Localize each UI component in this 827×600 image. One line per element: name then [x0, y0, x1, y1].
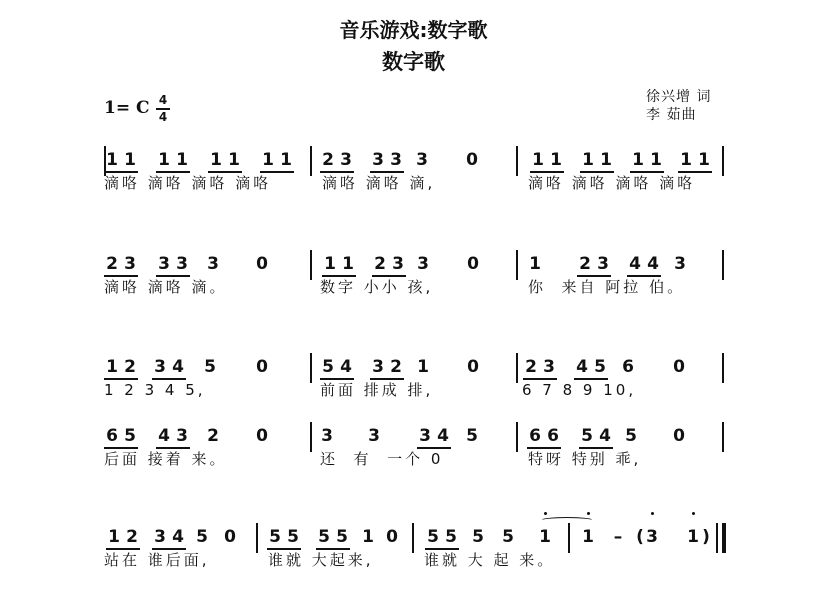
time-signature-bottom: 4 [158, 109, 168, 124]
lyric-line: 前面 排成 排, [320, 381, 434, 399]
bar-line [516, 353, 518, 383]
octave-dot [544, 512, 547, 515]
note: 1 [680, 150, 692, 170]
note: 3 [674, 254, 686, 274]
note-beam [320, 171, 354, 173]
lyric-line: 滴咯 滴咯 滴咯 滴咯 [104, 174, 272, 192]
note: 2 [525, 357, 537, 377]
sustain-dash: – [613, 527, 623, 547]
note-beam [678, 171, 712, 173]
note: 4 [576, 357, 588, 377]
note: 0 [466, 150, 478, 170]
note: 1 [539, 527, 551, 547]
note-beam [106, 548, 140, 550]
note-beam [370, 378, 404, 380]
note: 1 [342, 254, 354, 274]
note: 3 [207, 254, 219, 274]
note: 1 [158, 150, 170, 170]
note: 1 [324, 254, 336, 274]
note: 5 [466, 426, 478, 446]
lyric-line: 你 来自 阿拉 伯。 [528, 278, 686, 296]
note: 0 [256, 426, 268, 446]
note-beam [372, 275, 406, 277]
octave-dot [651, 512, 654, 515]
note: 0 [467, 357, 479, 377]
note: 5 [445, 527, 457, 547]
paren-close: ) [702, 527, 710, 547]
note: 5 [625, 426, 637, 446]
lyric-line: 谁就 大起来, [268, 551, 374, 569]
note: 0 [256, 357, 268, 377]
note: 1 [108, 527, 120, 547]
song-subtitle: 数字歌 [382, 50, 445, 74]
note: 0 [386, 527, 398, 547]
bar-line [516, 422, 518, 452]
note: 5 [322, 357, 334, 377]
bar-line [722, 250, 724, 280]
note: 0 [224, 527, 236, 547]
note: 1 [417, 357, 429, 377]
tie-arc [540, 517, 594, 524]
note-beam [523, 378, 557, 380]
note: 2 [124, 357, 136, 377]
note: 2 [106, 254, 118, 274]
note: 3 [597, 254, 609, 274]
bar-line [716, 523, 718, 553]
note: 1 [698, 150, 710, 170]
note: 0 [673, 357, 685, 377]
note-beam [104, 378, 138, 380]
lyric-line: 滴咯 滴咯 滴。 [104, 278, 228, 296]
lyric-line: 特呀 特别 乖, [528, 450, 642, 468]
bar-line [104, 146, 106, 176]
note: 1 [362, 527, 374, 547]
note: 1 [262, 150, 274, 170]
note: 3 [176, 254, 188, 274]
note: 1 [124, 150, 136, 170]
note: 5 [581, 426, 593, 446]
bar-line [722, 422, 724, 452]
note-beam [425, 548, 459, 550]
note: 2 [374, 254, 386, 274]
bar-line [256, 523, 258, 553]
bar-line [722, 353, 724, 383]
note: 3 [368, 426, 380, 446]
note: 1 [176, 150, 188, 170]
bar-line [310, 146, 312, 176]
note-beam [267, 548, 301, 550]
note: 5 [269, 527, 281, 547]
note-beam [417, 447, 451, 449]
note: 5 [204, 357, 216, 377]
lyric-line: 数字 小小 孩, [320, 278, 434, 296]
bar-line [722, 146, 724, 176]
note: 1 [632, 150, 644, 170]
note-beam [260, 171, 294, 173]
note-beam [156, 447, 190, 449]
note: 5 [336, 527, 348, 547]
note: 1 [106, 357, 118, 377]
note: 5 [287, 527, 299, 547]
note-beam [630, 171, 664, 173]
note: 6 [547, 426, 559, 446]
note: 3 [390, 150, 402, 170]
note-beam [316, 548, 350, 550]
paren-open: ( [636, 527, 644, 547]
note: 3 [543, 357, 555, 377]
song-title: 音乐游戏:数字歌 [339, 18, 488, 42]
note-beam [208, 171, 242, 173]
note: 5 [124, 426, 136, 446]
note: 1 [600, 150, 612, 170]
lyric-line: 滴咯 滴咯 滴咯 滴咯 [528, 174, 696, 192]
note-beam [104, 275, 138, 277]
note: 4 [340, 357, 352, 377]
note: 1 [650, 150, 662, 170]
note: 3 [321, 426, 333, 446]
bar-line [310, 422, 312, 452]
note-beam [156, 171, 190, 173]
bar-line [516, 146, 518, 176]
note: 5 [318, 527, 330, 547]
note: 1 [228, 150, 240, 170]
bar-line [310, 250, 312, 280]
note: 4 [172, 527, 184, 547]
note: 2 [207, 426, 219, 446]
note: 3 [124, 254, 136, 274]
bar-line [412, 523, 414, 553]
note: 3 [646, 527, 658, 547]
note: 4 [172, 357, 184, 377]
note: 1 [106, 150, 118, 170]
note: 4 [629, 254, 641, 274]
note: 3 [340, 150, 352, 170]
note: 4 [599, 426, 611, 446]
lyricist-credit: 徐兴增 词 [646, 89, 712, 105]
note: 3 [372, 357, 384, 377]
note-beam [577, 275, 611, 277]
bar-line [310, 353, 312, 383]
note: 3 [158, 254, 170, 274]
octave-dot [692, 512, 695, 515]
note: 2 [126, 527, 138, 547]
note-beam [574, 378, 608, 380]
note: 5 [594, 357, 606, 377]
note-beam [320, 378, 354, 380]
lyric-line: 还 有 一个 0 [320, 450, 444, 468]
note: 2 [390, 357, 402, 377]
note-beam [530, 171, 564, 173]
lyric-line: 后面 接着 来。 [104, 450, 228, 468]
lyric-line: 站在 谁后面, [104, 551, 210, 569]
note: 4 [158, 426, 170, 446]
note: 6 [106, 426, 118, 446]
note: 3 [416, 150, 428, 170]
time-signature [156, 94, 170, 124]
composer-credit: 李 茹曲 [646, 107, 697, 123]
note-beam [580, 171, 614, 173]
note: 2 [579, 254, 591, 274]
note: 3 [176, 426, 188, 446]
note: 3 [419, 426, 431, 446]
note: 2 [322, 150, 334, 170]
note-beam [156, 275, 190, 277]
note-beam [579, 447, 613, 449]
note: 3 [392, 254, 404, 274]
note-beam [152, 378, 186, 380]
note: 5 [502, 527, 514, 547]
note: 5 [196, 527, 208, 547]
note: 1 [550, 150, 562, 170]
bar-line [568, 523, 570, 553]
note-beam [104, 447, 138, 449]
time-signature-top: 4 [158, 93, 168, 107]
key-signature: 1= C [104, 98, 150, 118]
note: 3 [154, 357, 166, 377]
note: 5 [427, 527, 439, 547]
lyric-line: 滴咯 滴咯 滴, [322, 174, 436, 192]
note: 1 [582, 527, 594, 547]
lyric-line: 1 2 3 4 5, [104, 381, 206, 399]
note: 0 [673, 426, 685, 446]
note: 6 [622, 357, 634, 377]
lyric-line: 谁就 大 起 来。 [424, 551, 556, 569]
octave-dot [587, 512, 590, 515]
note-beam [527, 447, 561, 449]
note: 1 [582, 150, 594, 170]
note: 3 [372, 150, 384, 170]
note: 1 [529, 254, 541, 274]
note-beam [627, 275, 661, 277]
bar-line [516, 250, 518, 280]
note: 0 [256, 254, 268, 274]
bar-line [722, 523, 726, 553]
note-beam [152, 548, 186, 550]
note: 4 [647, 254, 659, 274]
note: 1 [210, 150, 222, 170]
note: 1 [532, 150, 544, 170]
note-beam [104, 171, 138, 173]
note: 1 [280, 150, 292, 170]
note-beam [370, 171, 404, 173]
note: 4 [437, 426, 449, 446]
note: 6 [529, 426, 541, 446]
note: 3 [154, 527, 166, 547]
note: 3 [417, 254, 429, 274]
note: 0 [467, 254, 479, 274]
note: 1 [687, 527, 699, 547]
note-beam [322, 275, 356, 277]
note: 5 [472, 527, 484, 547]
lyric-line: 6 7 8 9 10, [522, 381, 637, 399]
